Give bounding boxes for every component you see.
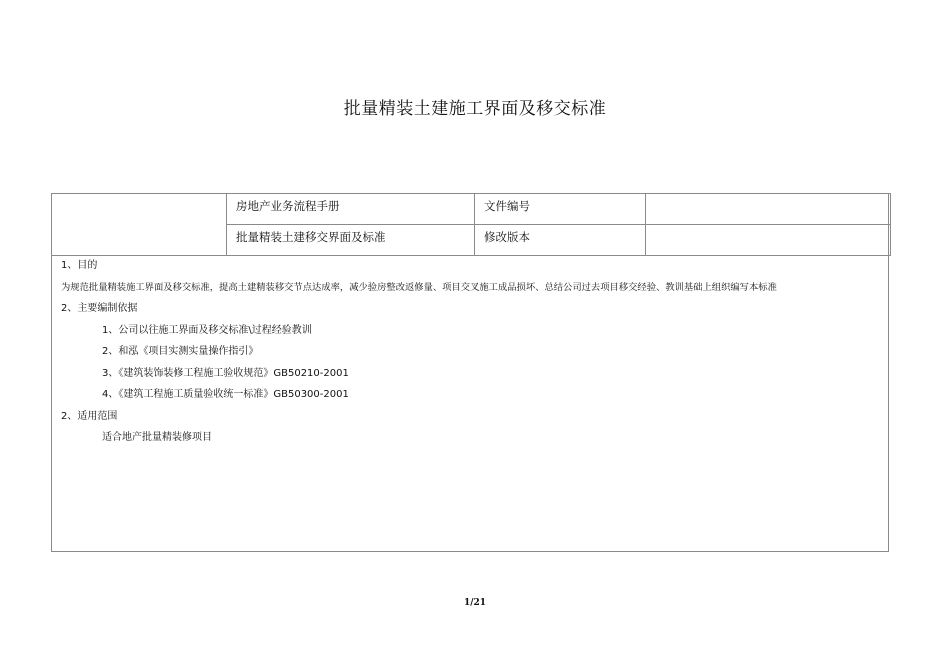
header-row-1 [52,194,891,225]
section-heading-purpose: 1、目的 [61,260,98,271]
revision-value-cell [646,225,891,256]
document-body [51,255,889,449]
purpose-paragraph: 为规范批量精装施工界面及移交标准，提高土建精装移交节点达成率，减少验房整改返修量、项目交叉施工成品损坏、总结公司过去项目移交经验、教训基础上组织编写本标准 [61,281,777,293]
manual-name-cell: 房地产业务流程手册 [227,194,475,225]
scope-item: 适合地产批量精装修项目 [102,432,212,443]
basis-item-4: 4、《建筑工程施工质量验收统一标准》GB50300-2001 [102,389,349,400]
page-number: 1/21 [463,598,487,608]
logo-cell [52,194,227,256]
revision-label-cell: 修改版本 [475,225,646,256]
doc-number-label-cell: 文件编号 [475,194,646,225]
basis-item-3: 3、《建筑装饰装修工程施工验收规范》GB50210-2001 [102,367,349,379]
section-heading-basis: 2、主要编制依据 [61,303,138,314]
section-heading-scope: 2、适用范围 [61,410,118,422]
doc-number-value-cell [646,194,891,225]
header-table [51,193,891,256]
basis-item-1: 1、公司以往施工界面及移交标准\过程经验教训 [102,324,312,336]
section-name-cell: 批量精装土建移交界面及标准 [227,225,475,256]
basis-item-2: 2、和泓《项目实测实量操作指引》 [102,346,259,357]
document-title: 批量精装土建施工界面及移交标准 [343,99,607,119]
